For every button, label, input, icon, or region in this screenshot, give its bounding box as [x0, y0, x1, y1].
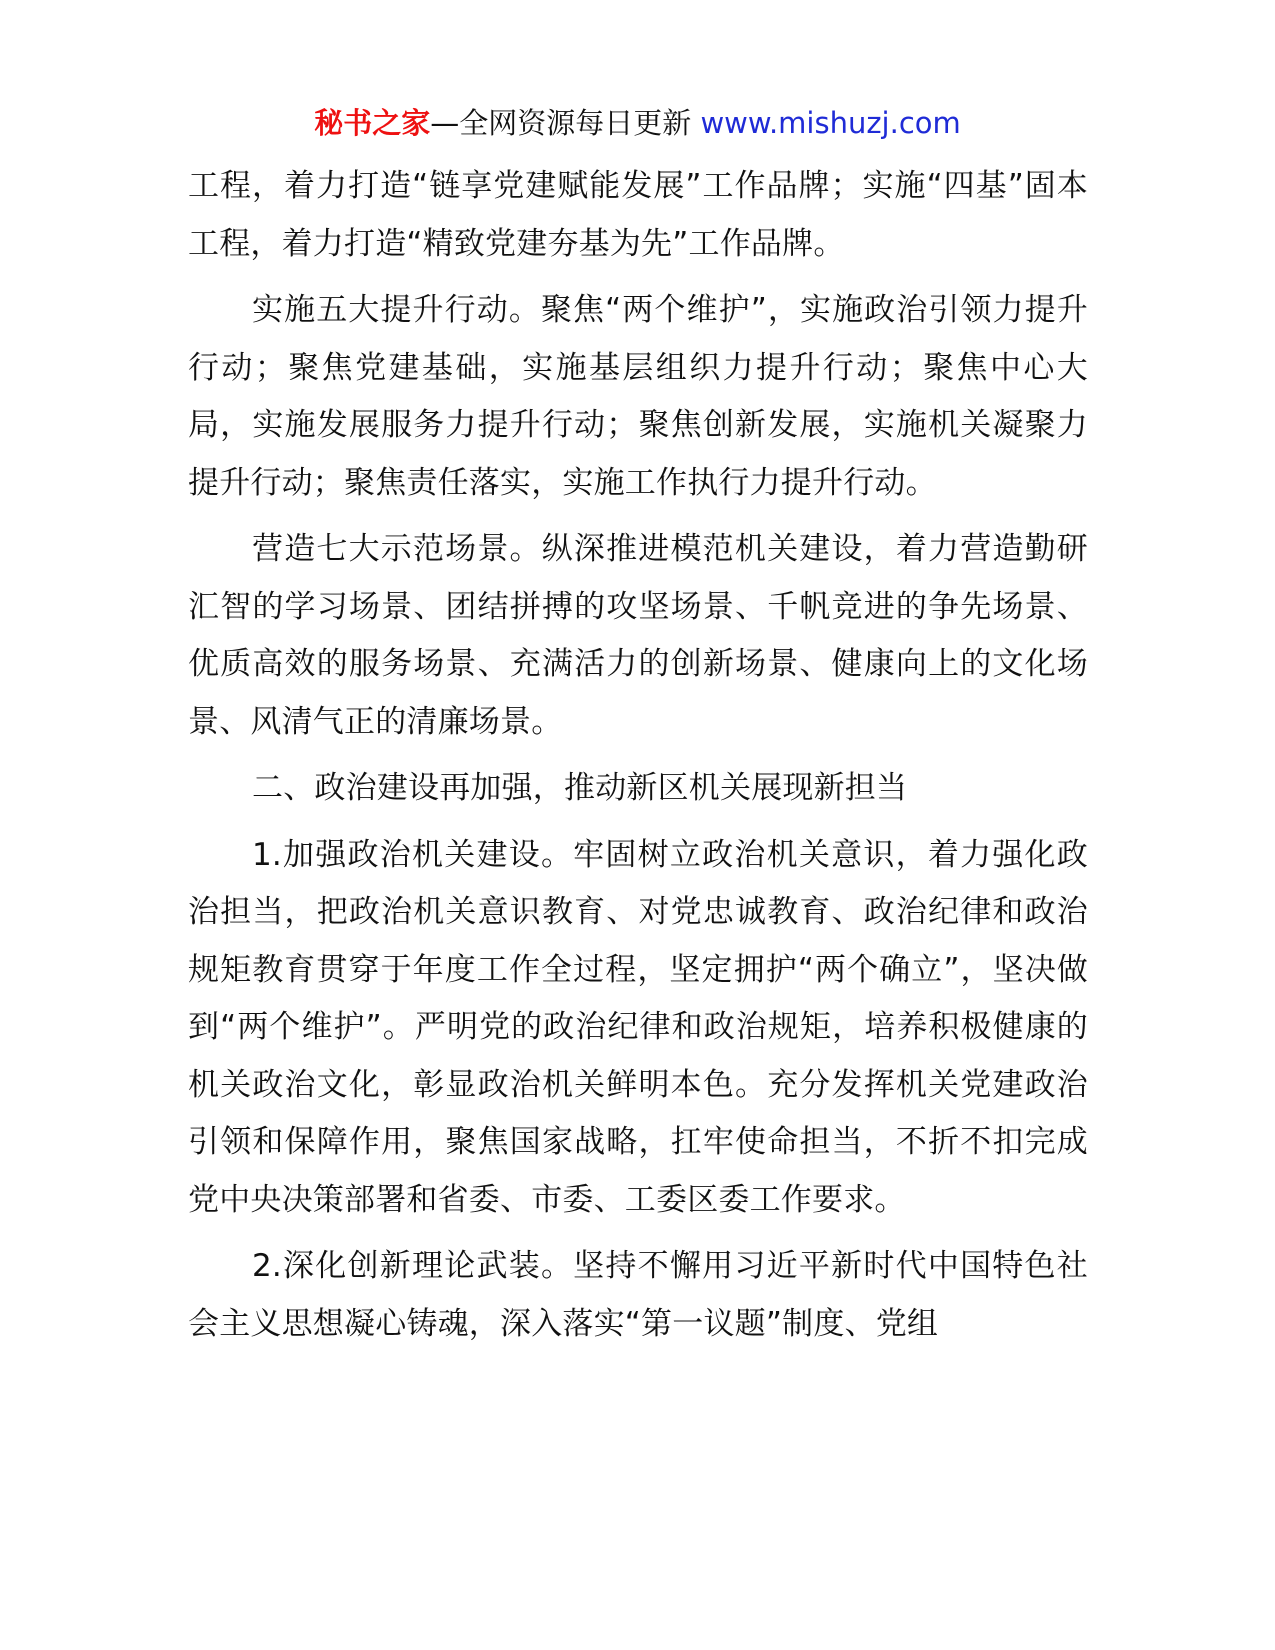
- paragraph-item-2: 2.深化创新理论武装。坚持不懈用习近平新时代中国特色社会主义思想凝心铸魂，深入落实“第一议题”制度、党组: [188, 1248, 1088, 1342]
- header-tagline: —全网资源每日更新: [430, 106, 701, 140]
- paragraph-five-actions: 实施五大提升行动。聚焦“两个维护”，实施政治引领力提升行动；聚焦党建基础，实施基层组织力提升行动；聚焦中心大局，实施发展服务力提升行动；聚焦创新发展，实施机关凝聚力提升行动；聚焦责任落实，实施工作执行力提升行动。: [188, 292, 1088, 501]
- paragraph-continuation: 工程，着力打造“链享党建赋能发展”工作品牌；实施“四基”固本工程，着力打造“精致党建夯基为先”工作品牌。: [188, 168, 1088, 262]
- header-url-link[interactable]: www.mishuzj.com: [700, 106, 961, 140]
- paragraph-item-1: 1.加强政治机关建设。牢固树立政治机关意识，着力强化政治担当，把政治机关意识教育、对党忠诚教育、政治纪律和政治规矩教育贯穿于年度工作全过程，坚定拥护“两个确立”，坚决做到“两个维护”。严明党的政治纪律和政治规矩，培养积极健康的机关政治文化，彰显政治机关鲜明本色。充分发挥机关党建政治引领和保障作用，聚焦国家战略，扛牢使命担当，不折不扣完成党中央决策部署和省委、市委、工委区委工作要求。: [188, 836, 1088, 1218]
- document-body: [188, 158, 1088, 1353]
- section-heading-political-construction: 二、政治建设再加强，推动新区机关展现新担当: [252, 770, 908, 806]
- page-header: [0, 103, 1275, 143]
- paragraph-seven-scenes: 营造七大示范场景。纵深推进模范机关建设，着力营造勤研汇智的学习场景、团结拼搏的攻坚场景、千帆竞进的争先场景、优质高效的服务场景、充满活力的创新场景、健康向上的文化场景、风清气正的清廉场景。: [188, 531, 1088, 740]
- header-brand: 秘书之家: [314, 106, 431, 140]
